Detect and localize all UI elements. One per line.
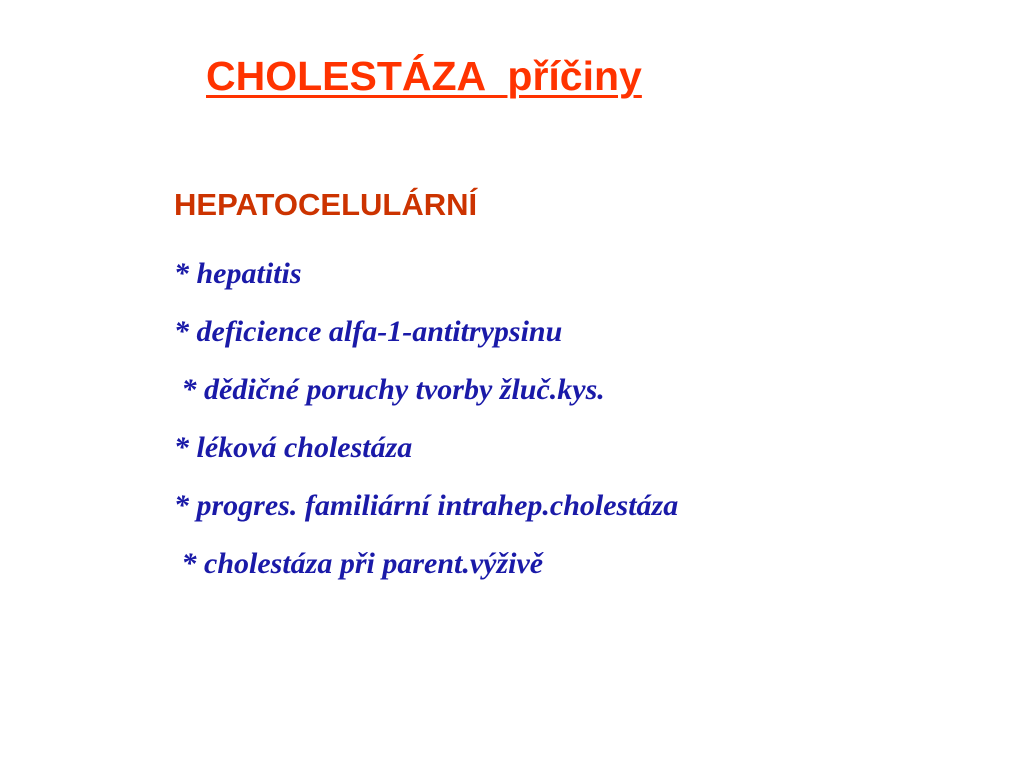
list-item: * progres. familiární intrahep.cholestáza bbox=[174, 489, 679, 522]
slide-title: CHOLESTÁZA příčiny bbox=[206, 53, 642, 99]
cause-list bbox=[174, 245, 994, 593]
list-item: * deficience alfa-1-antitrypsinu bbox=[174, 315, 563, 348]
section-heading: HEPATOCELULÁRNÍ bbox=[174, 187, 478, 222]
list-item: * léková cholestáza bbox=[174, 431, 413, 464]
list-item: * hepatitis bbox=[174, 257, 302, 290]
slide-content bbox=[174, 185, 994, 593]
list-item: * dědičné poruchy tvorby žluč.kys. bbox=[174, 373, 605, 406]
list-item: * cholestáza při parent.výživě bbox=[174, 547, 544, 580]
